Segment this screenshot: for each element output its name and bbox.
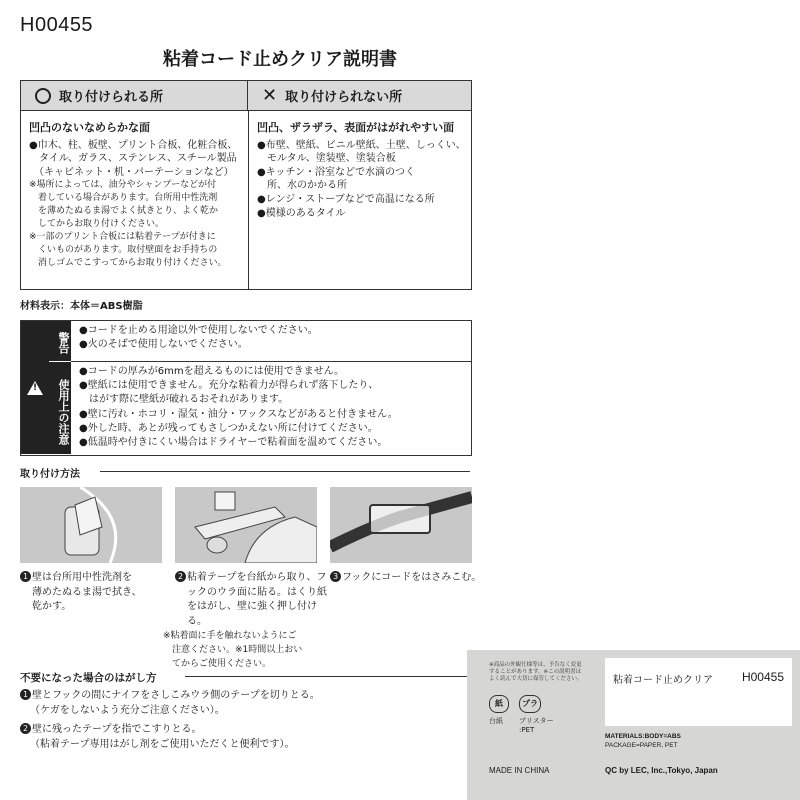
warning-text xyxy=(79,324,469,352)
suitable-note: ※一部のプリント合板には粘着テープが付きに xyxy=(29,232,216,243)
warning-box xyxy=(20,320,472,456)
unsuitable-line: ●布壁、壁紙、ビニル壁紙、土壁、しっくい、 xyxy=(257,139,466,151)
unsuitable-line: ●模様のあるタイル xyxy=(257,207,346,219)
suitable-note: 着している場合があります。台所用中性洗剤 xyxy=(29,193,218,204)
step-text: （ケガをしないよう充分ご注意ください）。 xyxy=(30,704,225,716)
unsuitable-header xyxy=(248,81,471,111)
step-note: 注意ください。※1時間以上おい xyxy=(163,645,303,655)
recycle-label-line: :PET xyxy=(519,726,535,734)
suitable-note: くいものがあります。取付壁面をお手持ちの xyxy=(29,245,218,256)
caution-line: ●外した時、あとが残ってもさしつかえない所に付けてください。 xyxy=(79,422,378,434)
caution-text xyxy=(79,365,469,450)
removal-heading: 不要になった場合のはがし方 xyxy=(20,672,157,684)
plastic-recycle-icon: プラ xyxy=(519,695,541,713)
unsuitable-subheading: 凹凸、ザラザラ、表面がはがれやすい面 xyxy=(257,121,455,134)
suitable-line: ●巾木、柱、板壁、プリント合板、化粧合板、 xyxy=(29,139,238,151)
paper-recycle-label: 台紙 xyxy=(489,717,503,725)
step3-illustration xyxy=(330,487,472,563)
unsuitable-line: モルタル、塗装壁、塗装合板 xyxy=(257,153,396,165)
step-number: 1 xyxy=(20,689,31,700)
suitable-column xyxy=(29,121,244,270)
step-text: ックのウラ面に貼る。はくり紙 xyxy=(187,586,327,598)
warning-line: ●コードを止める用途以外で使用しないでください。 xyxy=(79,325,318,336)
warning-divider xyxy=(71,361,471,362)
package-line: PACKAGE=PAPER, PET xyxy=(605,742,678,749)
step-number: 3 xyxy=(330,571,341,582)
step-text: 壁は台所用中性洗剤を xyxy=(32,572,132,583)
product-code: H00455 xyxy=(20,14,94,36)
suitable-line: タイル、ガラス、ステンレス、スチール製品 xyxy=(29,153,237,165)
install-heading: 取り付け方法 xyxy=(20,469,80,480)
suitable-line: （キャビネット・机・パーテーションなど） xyxy=(29,166,234,178)
made-in: MADE IN CHINA xyxy=(489,766,550,775)
warning-icon: ! xyxy=(27,381,43,395)
step-text: 乾かす。 xyxy=(32,601,72,612)
step2-illustration xyxy=(175,487,317,563)
unsuitable-line: 所、水のかかる所 xyxy=(257,180,347,192)
caution-line: はがす際に壁紙が破れるおそれがあります。 xyxy=(79,394,289,406)
caution-line: ●低温時や付きにくい場合はドライヤーで粘着面を温めてください。 xyxy=(79,437,388,449)
qc-line: QC by LEC, Inc.,Tokyo, Japan xyxy=(605,766,718,775)
package-label xyxy=(467,650,800,800)
step-text: フックにコードをはさみこむ。 xyxy=(342,572,482,583)
suitable-note: してからお取り付けください。 xyxy=(29,219,165,230)
unsuitable-column xyxy=(257,121,467,220)
warning-icon-panel xyxy=(21,321,49,454)
install-step-1 xyxy=(20,571,142,615)
paper-recycle-icon: 紙 xyxy=(489,695,509,713)
circle-icon xyxy=(35,88,51,104)
small-print-line: よく読んで大切に保管してください。 xyxy=(489,676,583,682)
step1-illustration xyxy=(20,487,162,563)
unsuitable-line: ●キッチン・浴室などで水滴のつく xyxy=(257,166,416,178)
step-text: 壁に残ったテープを指でこすりとる。 xyxy=(32,724,202,735)
recycle-label-line: ブリスター xyxy=(519,717,554,725)
label-small-print xyxy=(489,662,604,683)
page-title: 粘着コード止めクリア説明書 xyxy=(163,49,397,70)
unsuitable-header-label: 取り付けられない所 xyxy=(285,90,403,105)
removal-heading-rule xyxy=(185,676,470,677)
caution-line: ●壁に汚れ・ホコリ・湿気・油分・ワックスなどがあると付きません。 xyxy=(79,408,398,420)
unsuitable-line: ●レンジ・ストーブなどで高温になる所 xyxy=(257,193,435,205)
materials-line: MATERIALS:BODY=ABS xyxy=(605,733,681,740)
label-product-box xyxy=(605,658,792,726)
small-print-line: することがあります。※この説明書は xyxy=(489,669,582,675)
warning-label: 警告 xyxy=(49,321,71,361)
removal-step-1 xyxy=(20,689,320,718)
step-text: （粘着テープ専用はがし剤をご使用いただくと便利です）。 xyxy=(30,738,295,750)
removal-step-2 xyxy=(20,723,295,752)
column-divider xyxy=(248,111,249,289)
step-text: をはがし、壁に強く押し付ける。 xyxy=(187,601,317,627)
warning-line: ●火のそばで使用しないでください。 xyxy=(79,339,248,351)
small-print-line: ※商品の外観仕様等は、予告なく変更 xyxy=(489,662,582,668)
suitable-header-label: 取り付けられる所 xyxy=(59,90,164,105)
suitable-subheading: 凹凸のないなめらかな面 xyxy=(29,121,150,134)
suitable-header xyxy=(21,81,248,111)
suitable-note: ※場所によっては、油分やシャンプーなどが付 xyxy=(29,180,217,191)
suitable-note: 消しゴムでこすってからお取り付けください。 xyxy=(29,258,227,269)
caution-label: 使用上の注意 xyxy=(49,362,71,454)
suitable-note: を薄めたぬるま湯でよく拭きとり、よく乾か xyxy=(29,206,219,217)
label-product-name: 粘着コード止めクリア xyxy=(613,675,713,686)
cross-icon: ✕ xyxy=(262,84,278,106)
caution-line: ●コードの厚みが6mmを超えるものには使用できません。 xyxy=(79,366,345,377)
mounting-surfaces-box xyxy=(20,80,472,290)
caution-line: ●壁紙には使用できません。充分な粘着力が得られず落下したり、 xyxy=(79,380,379,392)
step-text: 壁とフックの間にナイフをさしこみウラ側のテープを切りとる。 xyxy=(32,690,320,701)
material-info: 材料表示：本体＝ABS樹脂 xyxy=(20,301,143,312)
step-text: 粘着テープを台紙から取り、フ xyxy=(187,572,327,583)
step-number: 1 xyxy=(20,571,31,582)
install-step-3 xyxy=(330,571,481,586)
plastic-recycle-label xyxy=(519,717,554,735)
step-note: てからご使用ください。 xyxy=(163,659,272,669)
step-number: 2 xyxy=(175,571,186,582)
step-text: 薄めたぬるま湯で拭き、 xyxy=(32,586,142,598)
step-note: ※粘着面に手を触れないようにご xyxy=(163,631,297,641)
label-product-code: H00455 xyxy=(741,670,784,684)
step-number: 2 xyxy=(20,723,31,734)
install-heading-rule xyxy=(100,471,470,472)
install-step-2 xyxy=(163,571,335,671)
